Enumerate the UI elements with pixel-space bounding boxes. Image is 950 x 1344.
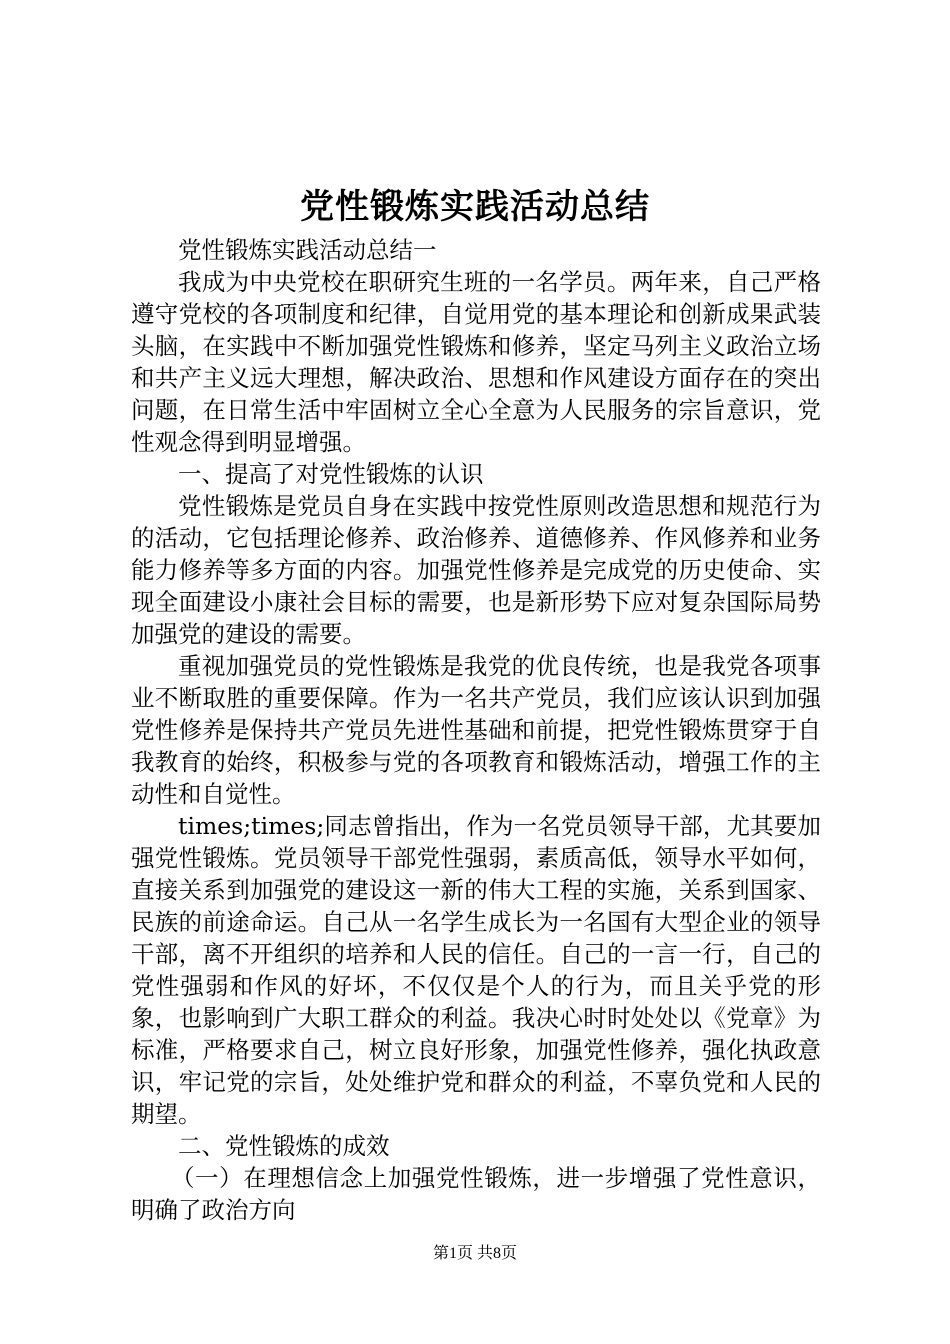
document-title: 党性锻炼实践活动总结 [300, 187, 650, 227]
paragraph-definition: 党性锻炼是党员自身在实践中按党性原则改造思想和规范行为的活动，它包括理论修养、政治修养、道德修养、作风修养和业务能力修养等多方面的内容。加强党性修养是完成党的历史使命、实现全面建设小康社会目标的需要，也是新形势下应对复杂国际局势加强党的建设的需要。 [131, 492, 821, 648]
section-heading-one: 一、提高了对党性锻炼的认识 [178, 460, 484, 488]
document-body [131, 234, 821, 1226]
page-number-footer: 第1页 共8页 [432, 1245, 517, 1262]
section-heading-summary-one: 党性锻炼实践活动总结一 [178, 236, 437, 264]
paragraph-tradition: 重视加强党员的党性锻炼是我党的优良传统，也是我党各项事业不断取胜的重要保障。作为一名共产党员，我们应该认识到加强党性修养是保持共产党员先进性基础和前提，把党性锻炼贯穿于自我教育的始终，积极参与党的各项教育和锻炼活动，增强工作的主动性和自觉性。 [131, 652, 821, 808]
paragraph-intro: 我成为中央党校在职研究生班的一名学员。两年来，自己严格遵守党校的各项制度和纪律，自觉用党的基本理论和创新成果武装头脑，在实践中不断加强党性锻炼和修养，坚定马列主义政治立场和共产主义远大理想，解决政治、思想和作风建设方面存在的突出问题，在日常生活中牢固树立全心全意为人民服务的宗旨意识，党性观念得到明显增强。 [131, 268, 821, 456]
subsection-heading-one: （一）在理想信念上加强党性锻炼，进一步增强了党性意识，明确了政治方向 [131, 1164, 821, 1224]
paragraph-leadership: times;times;同志曾指出，作为一名党员领导干部，尤其要加强党性锻炼。党员领导干部党性强弱，素质高低，领导水平如何，直接关系到加强党的建设这一新的伟大工程的实施，关系到国家、民族的前途命运。自己从一名学生成长为一名国有大型企业的领导干部，离不开组织的培养和人民的信任。自己的一言一行，自己的党性强弱和作风的好坏，不仅仅是个人的行为，而且关乎党的形象，也影响到广大职工群众的利益。我决心时时处处以《党章》为标准，严格要求自己，树立良好形象，加强党性修养，强化执政意识，牢记党的宗旨，处处维护党和群众的利益，不辜负党和人民的期望。 [131, 812, 821, 1128]
section-heading-two: 二、党性锻炼的成效 [178, 1132, 390, 1160]
